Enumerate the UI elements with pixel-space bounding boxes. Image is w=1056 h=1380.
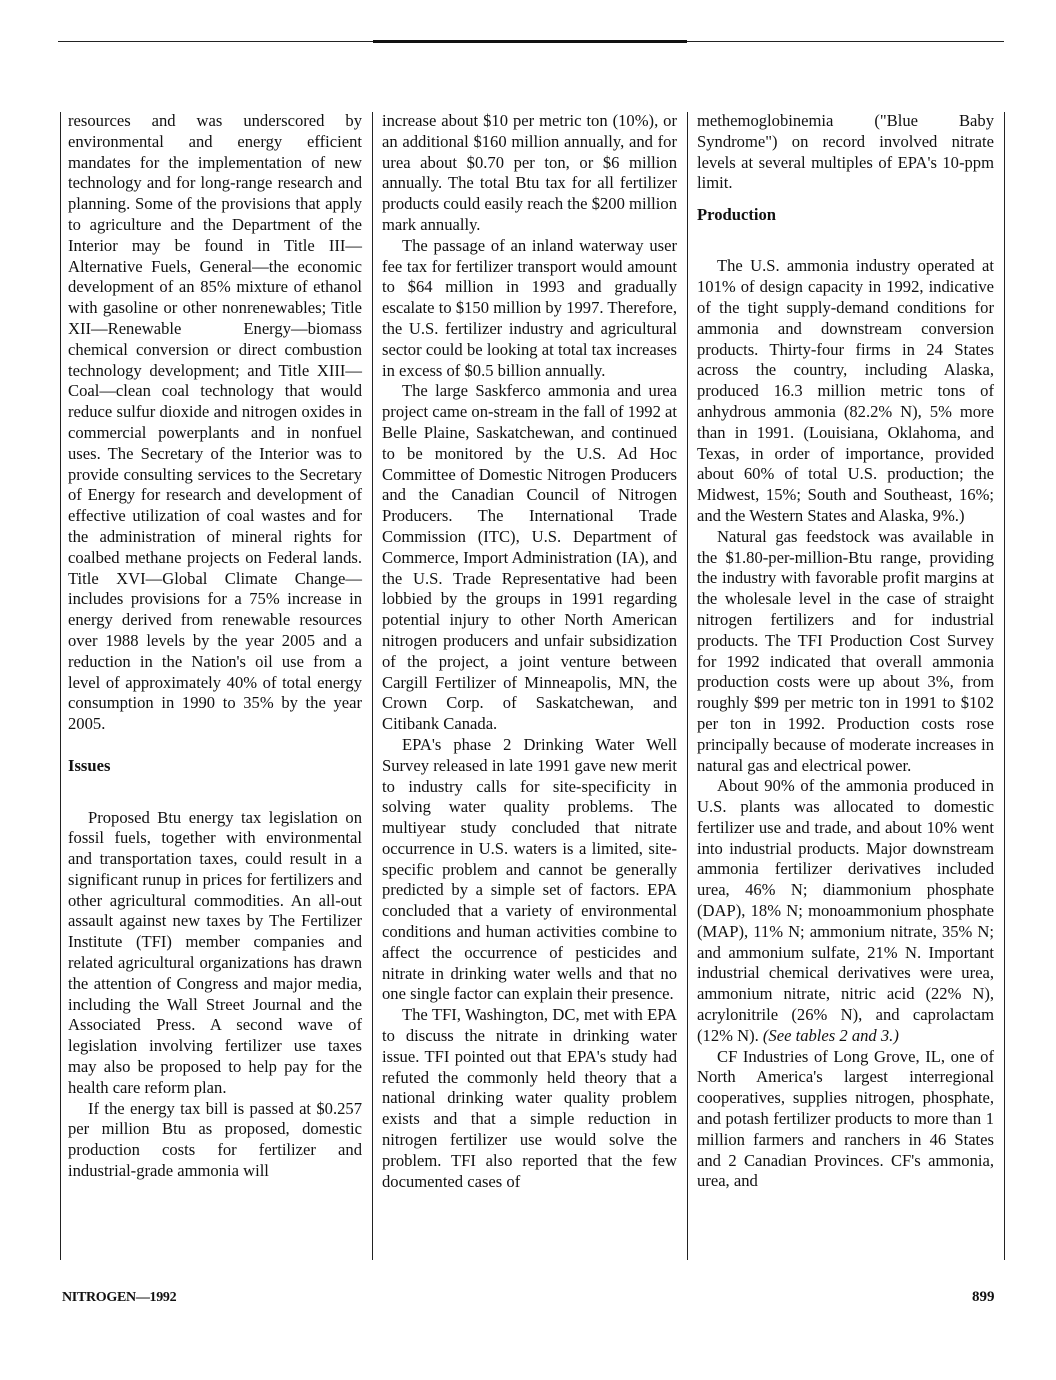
header-rule-accent — [373, 40, 687, 43]
paragraph: CF Industries of Long Grove, IL, one of North America's largest interregional cooperatives, supplies nitrogen, phosphate, and potash fertilizer products to more than 1 million farmers and ranchers in 46 States and 2 Canadian Provinces. CF's ammonia, urea, and — [697, 1046, 994, 1191]
paragraph: Natural gas feedstock was available in the $1.80-per-million-Btu range, providing the industry with favorable profit margins at the wholesale level in the case of straight nitrogen fertilizers and for industrial products. The TFI Production Cost Survey for 1992 indicated that overall ammonia production costs were up about 3%, from roughly $99 per metric ton in 1991 to $102 per ton in 1992. Production costs rose principally because of moderate increases in natural gas and electrical power. — [697, 526, 994, 775]
paragraph: The passage of an inland waterway user fee tax for fertilizer transport would amount to $64 million in 1993 and gradually escalate to $150 million by 1997. Therefore, the U.S. fertilizer industry and agricultural sector could be looking at total tax increases in excess of $0.5 billion annually. — [382, 235, 677, 380]
paragraph-text: About 90% of the ammonia produced in U.S. plants was allocated to domestic fertilizer use and trade, and about 10% went into industrial products. Major downstream ammonia fertilizer derivatives included urea, 46% N; diammonium phosphate (DAP), 18% N; monoammonium phosphate (MAP), 11% N; ammonium nitrate, 35% N; and ammonium sulfate, 21% N. Important industrial chemical derivatives were urea, ammonium nitrate, nitric acid (22% N), acrylonitrile (26% N), and caprolactam (12% N). — [697, 776, 994, 1045]
paragraph: The TFI, Washington, DC, met with EPA to discuss the nitrate in drinking water issue. TFI pointed out that EPA's study had refuted the commonly held theory that a national drinking water quality problem exists and that a simple reduction in nitrogen fertilizer use would solve the problem. TFI also reported that the few documented cases of — [382, 1005, 677, 1191]
paragraph: EPA's phase 2 Drinking Water Well Survey released in late 1991 gave new merit to industry calls for site-specificity in solving water quality problems. The multiyear study concluded that nitrate occurrence in U.S. waters is a limited, site-specific problem and cannot be generally predicted by a simple set of factors. EPA concluded that a variety of environmental conditions and human activities combine to affect the occurrence of pesticides and nitrate in drinking water wells and that no one single factor can explain their presence. — [382, 734, 677, 1004]
paragraph: methemoglobinemia ("Blue Baby Syndrome") on record involved nitrate levels at several multiples of EPA's 10-ppm limit. — [697, 111, 994, 193]
paragraph: Proposed Btu energy tax legislation on fossil fuels, together with environmental and transportation taxes, could result in a significant runup in prices for fertilizers and other agricultural commodities. An all-out assault against new taxes by The Fertilizer Institute (TFI) member companies and related agricultural organizations has drawn the attention of Congress and major media, including the Wall Street Journal and the Associated Press. A second wave of legislation involving fertilizer use taxes may also be proposed to help pay for the health care reform plan. — [68, 807, 362, 1097]
section-heading-issues: Issues — [68, 755, 111, 775]
column-divider-left — [60, 112, 61, 1260]
column-2 — [382, 111, 677, 1192]
section-heading-production: Production — [697, 204, 776, 224]
paragraph — [697, 776, 994, 1046]
running-footer: NITROGEN—1992 — [62, 1290, 177, 1305]
column-divider-1 — [372, 112, 373, 1260]
paragraph: The U.S. ammonia industry operated at 101% of design capacity in 1992, indicative of the tight supply-demand conditions for ammonia and downstream conversion products. Thirty-four firms in 24 States across the country, including Alaska, produced 16.3 million metric tons of anhydrous ammonia (82.2% N), 5% more than in 1991. (Louisiana, Oklahoma, and Texas, in order of importance, provided about 60% of total U.S. production; the Midwest, 15%; South and Southeast, 16%; and the Western States and Alaska, 9%.) — [697, 256, 994, 525]
column-1 — [68, 111, 362, 1182]
column-divider-right — [1004, 112, 1005, 1260]
paragraph: The large Saskferco ammonia and urea project came on-stream in the fall of 1992 at Belle Plaine, Saskatchewan, and continued to be monitored by the U.S. Ad Hoc Committee of Domestic Nitrogen Producers and the Canadian Council of Nitrogen Producers. The International Trade Commission (ITC), U.S. Department of Commerce, Import Administration (IA), and the U.S. Trade Representative had been lobbied by the groups in 1991 regarding potential injury to other North American nitrogen producers and unfair subsidization of the project, a joint venture between Cargill Fertilizer of Minneapolis, MN, the Crown Corp. of Saskatchewan, and Citibank Canada. — [382, 381, 677, 734]
paragraph: resources and was underscored by environmental and energy efficient mandates for the implementation of new technology and for long-range research and planning. Some of the provisions that apply to agriculture and the Department of the Interior may be found in Title III—Alternative Fuels, General—the economic development of an 85% mixture of ethanol with gasoline or other nonrenewables; Title XII—Renewable Energy—biomass chemical conversion or direct combustion technology development; and Title XIII—Coal—clean coal technology that would reduce sulfur dioxide and nitrogen oxides in commercial powerplants and in nonfuel uses. The Secretary of the Interior was to provide consulting services to the Secretary of Energy for research and development of effective utilization of coal wastes and for the administration of mineral rights for coalbed methane projects on Federal lands. Title XVI—Global Climate Change—includes provisions for a 75% increase in energy derived from renewable resources over 1988 levels by the year 2005 and a reduction in the Nation's oil use from a level of approximately 40% of total energy consumption in 1990 to 35% by the year 2005. — [68, 111, 362, 734]
table-reference: (See tables 2 and 3.) — [762, 1025, 899, 1045]
paragraph: If the energy tax bill is passed at $0.257 per million Btu as proposed, domestic production costs for fertilizer and industrial-grade ammonia will — [68, 1098, 362, 1181]
column-3 — [697, 111, 994, 1192]
paragraph: increase about $10 per metric ton (10%), or an additional $160 million annually, and for urea about $0.70 per ton, or $6 million annually. The total Btu tax for all fertilizer products could easily reach the $200 million mark annually. — [382, 111, 677, 234]
page-number: 899 — [972, 1289, 995, 1305]
column-divider-2 — [687, 112, 688, 1260]
